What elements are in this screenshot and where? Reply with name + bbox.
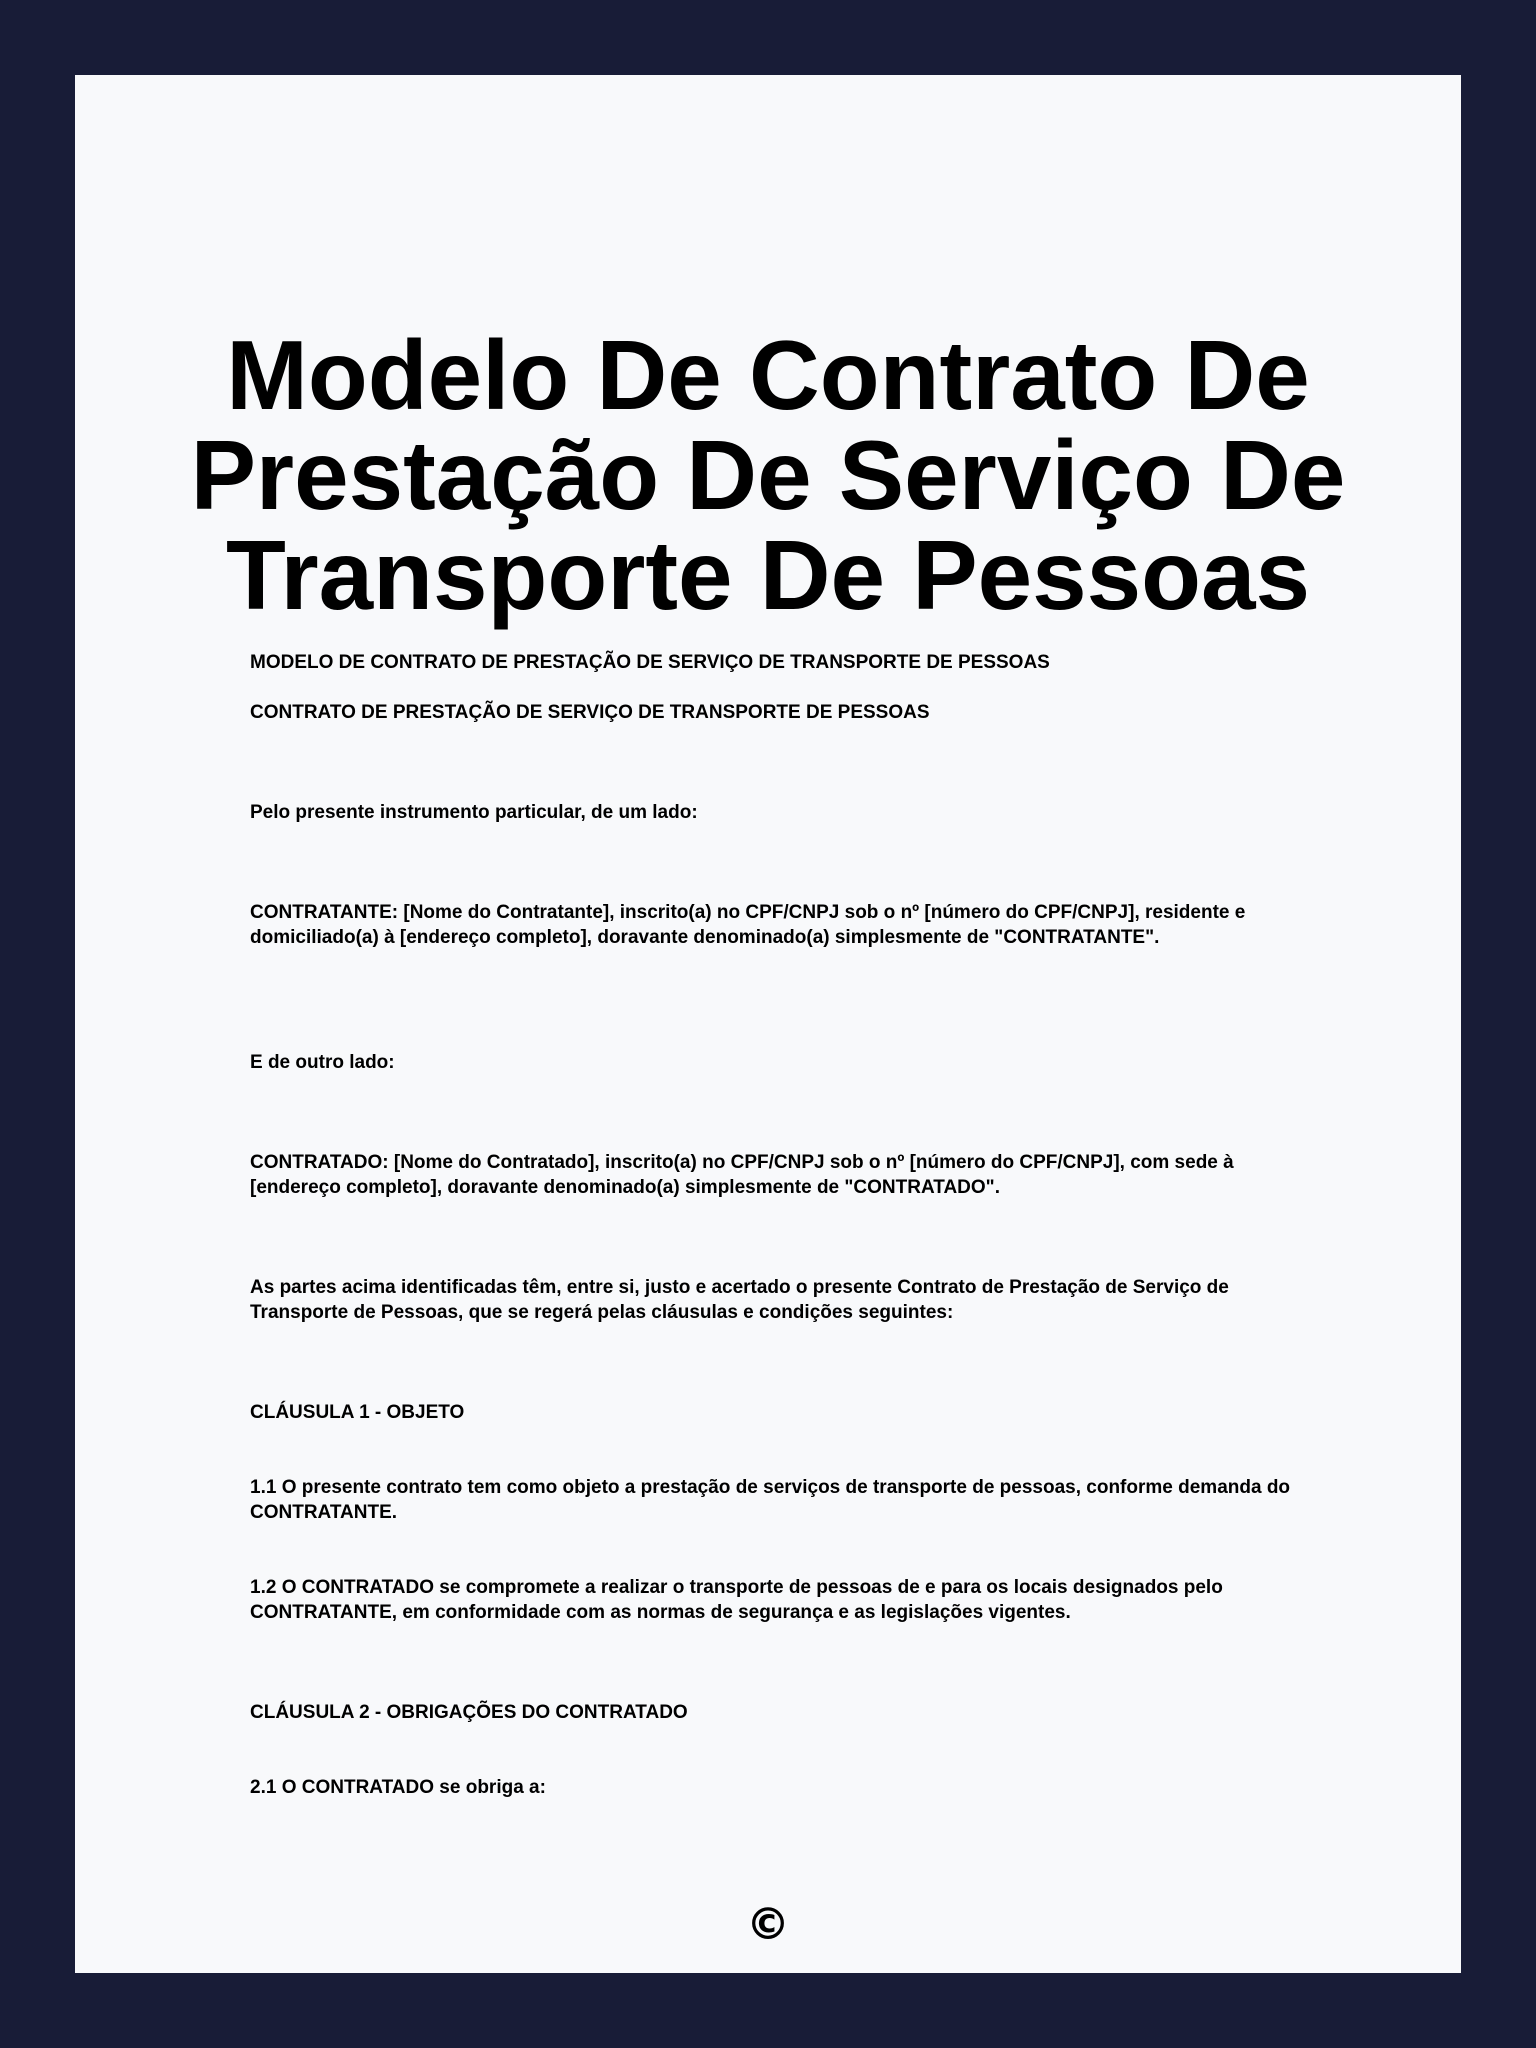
paragraph-other-side: E de outro lado: [250,1052,395,1073]
heading-model: MODELO DE CONTRATO DE PRESTAÇÃO DE SERVIÇO DE TRANSPORTE DE PESSOAS [250,652,1050,673]
clause-1-1: 1.1 O presente contrato tem como objeto a prestação de serviços de transporte de pessoas, conforme demanda do CONTRATANTE. [250,1477,1291,1523]
paragraph-agreement: As partes acima identificadas têm, entre si, justo e acertado o presente Contrato de Prestação de Serviço de Transporte de Pessoas, que se regerá pelas cláusulas e condições seguintes: [250,1277,1229,1323]
paragraph-intro: Pelo presente instrumento particular, de um lado: [250,802,698,823]
clause-1-heading: CLÁUSULA 1 - OBJETO [250,1402,465,1423]
document-page [75,75,1461,1973]
paragraph-contratante: CONTRATANTE: [Nome do Contratante], inscrito(a) no CPF/CNPJ sob o nº [número do CPF/CNPJ], residente e domiciliado(a) à [endereço completo], doravante denominado(a) simplesmente de "CONTRATANTE". [250,902,1246,948]
document-title: Modelo De Contrato De Prestação De Serviço De Transporte De Pessoas [190,320,1346,630]
copyright-icon: © [746,1899,790,1950]
clause-2-1: 2.1 O CONTRATADO se obriga a: [250,1777,546,1798]
clause-1-2: 1.2 O CONTRATADO se compromete a realizar o transporte de pessoas de e para os locais designados pelo CONTRATANTE, em conformidade com as normas de segurança e as legislações vigentes. [250,1577,1223,1623]
clause-2-heading: CLÁUSULA 2 - OBRIGAÇÕES DO CONTRATADO [250,1702,688,1723]
heading-contract: CONTRATO DE PRESTAÇÃO DE SERVIÇO DE TRANSPORTE DE PESSOAS [250,702,930,723]
paragraph-contratado: CONTRATADO: [Nome do Contratado], inscrito(a) no CPF/CNPJ sob o nº [número do CPF/CNPJ], com sede à [endereço completo], doravante denominado(a) simplesmente de "CONTRATADO". [250,1152,1234,1198]
